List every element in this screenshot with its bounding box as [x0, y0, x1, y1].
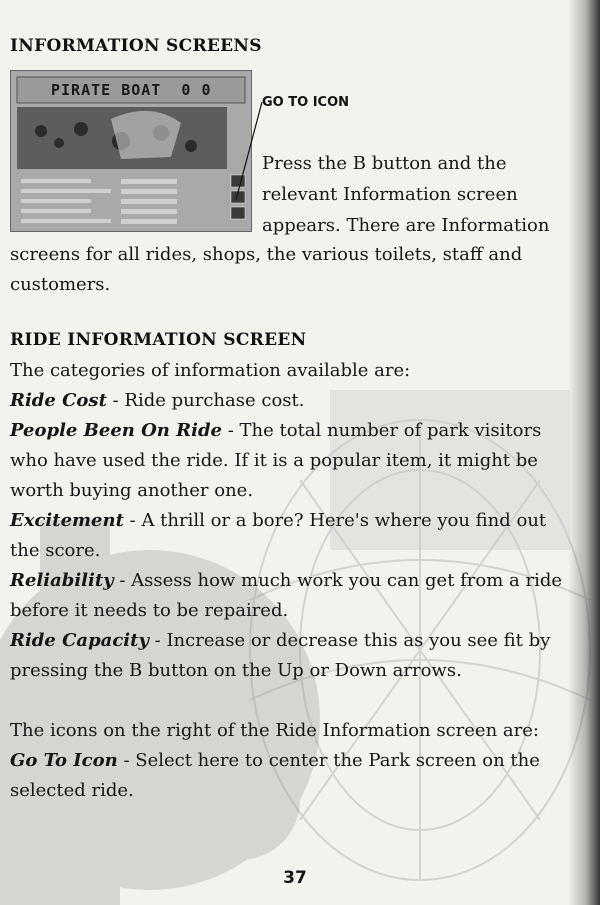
game-screenshot: [10, 70, 252, 232]
category-text: - Assess how much work you can get from a ride before it needs to be repaired.: [10, 570, 563, 621]
intro-paragraph-continued: [10, 240, 570, 300]
intro-line: screens for all rides, shops, the various toilets, staff and: [10, 244, 523, 265]
icon-text: - Select here to center the Park screen on the selected ride.: [10, 750, 540, 801]
ride-intro: The categories of information available are:: [10, 360, 411, 381]
icons-intro: The icons on the right of the Ride Information screen are:: [10, 720, 539, 741]
category-item: [10, 416, 570, 506]
category-item: [10, 506, 570, 566]
intro-paragraph: [262, 148, 562, 241]
category-term: Ride Cost: [10, 390, 107, 411]
intro-line: Press the B button and the: [262, 153, 507, 174]
book-gutter-shadow: [568, 0, 600, 905]
category-item: [10, 386, 570, 416]
category-item: [10, 566, 570, 626]
category-text: - A thrill or a bore? Here's where you find out the score.: [10, 510, 547, 561]
category-term: People Been On Ride: [10, 420, 222, 441]
category-text: - Ride purchase cost.: [106, 390, 305, 411]
category-item: [10, 626, 570, 686]
section-heading-ride-information: RIDE INFORMATION SCREEN: [10, 330, 307, 350]
section-heading-information-screens: INFORMATION SCREENS: [10, 36, 262, 56]
category-term: Ride Capacity: [10, 630, 149, 651]
category-term: Excitement: [10, 510, 124, 531]
go-to-icon-label: GO TO ICON: [262, 95, 350, 110]
category-term: Reliability: [10, 570, 114, 591]
page-number: 37: [283, 868, 307, 888]
ride-information-body: [10, 356, 570, 806]
screenshot-title: PIRATE BOAT 0 0: [51, 81, 212, 99]
category-text: - The total number of park visitors who have used the ride. If it is a popular item, it might be worth buying another one.: [10, 420, 542, 501]
intro-line: appears. There are Information: [262, 215, 550, 236]
intro-line: relevant Information screen: [262, 184, 518, 205]
category-text: - Increase or decrease this as you see fit by pressing the B button on the Up or Down arrows.: [10, 630, 551, 681]
icon-term: Go To Icon: [10, 750, 118, 771]
intro-line: customers.: [10, 274, 111, 295]
paragraph-gap: [10, 686, 570, 716]
icon-item: [10, 746, 570, 806]
